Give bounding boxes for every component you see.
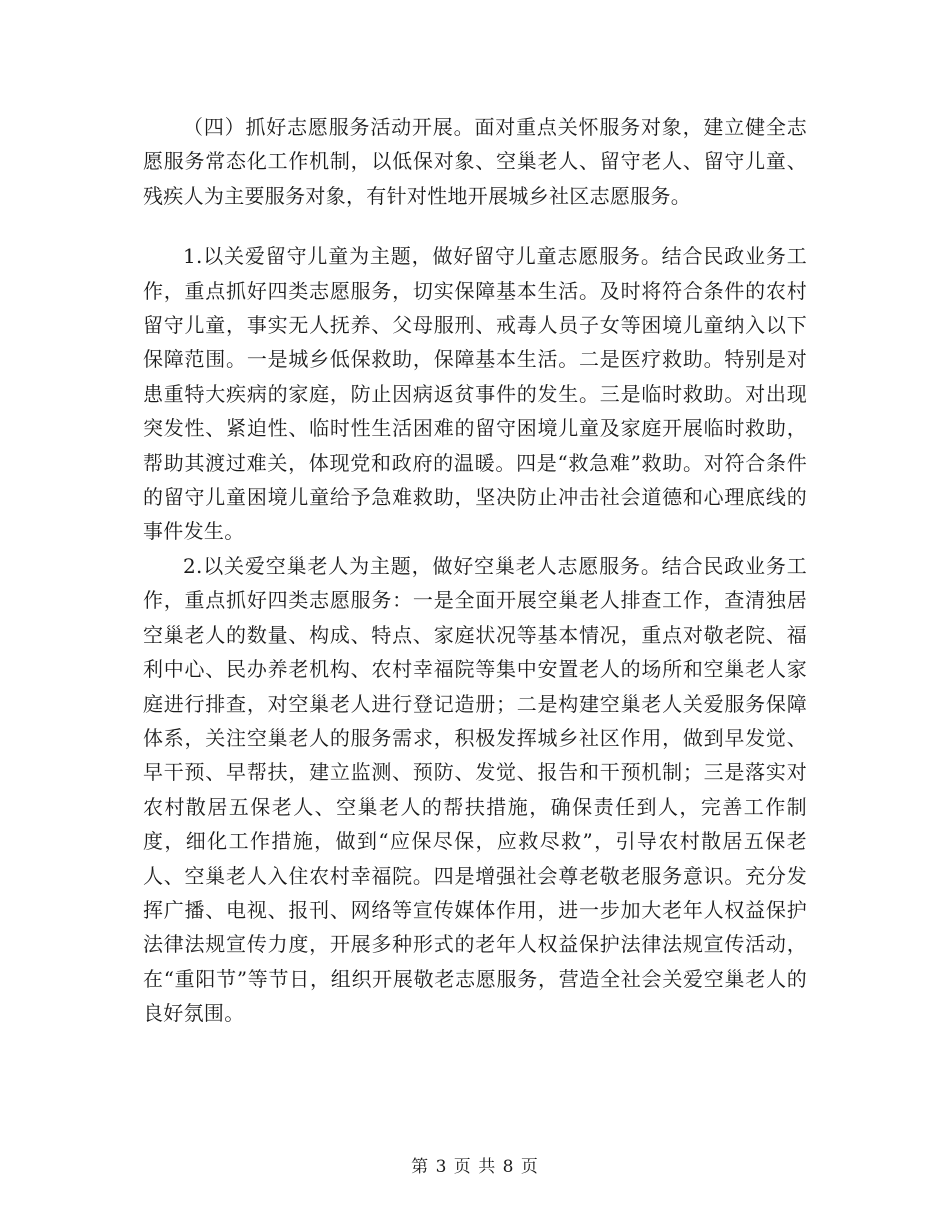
- paragraph-empty-nest-elderly: 2.以关爱空巢老人为主题，做好空巢老人志愿服务。结合民政业务工作，重点抓好四类志愿服务：一是全面开展空巢老人排查工作，查清独居空巢老人的数量、构成、特点、家庭状况等基本情况，重点对敬老院、福利中心、民办养老机构、农村幸福院等集中安置老人的场所和空巢老人家庭进行排查，对空巢老人进行登记造册；二是构建空巢老人关爱服务保障体系，关注空巢老人的服务需求，积极发挥城乡社区作用，做到早发觉、早干预、早帮扶，建立监测、预防、发觉、报告和干预机制；三是落实对农村散居五保老人、空巢老人的帮扶措施，确保责任到人，完善工作制度，细化工作措施，做到“应保尽保，应救尽救”，引导农村散居五保老人、空巢老人入住农村幸福院。四是增强社会尊老敬老服务意识。充分发挥广播、电视、报刊、网络等宣传媒体作用，进一步加大老年人权益保护法律法规宣传力度，开展多种形式的老年人权益保护法律法规宣传活动，在“重阳节”等节日，组织开展敬老志愿服务，营造全社会关爱空巢老人的良好氛围。: [143, 553, 807, 1026]
- paragraph-left-behind-children: 1.以关爱留守儿童为主题，做好留守儿童志愿服务。结合民政业务工作，重点抓好四类志愿服务，切实保障基本生活。及时将符合条件的农村留守儿童，事实无人抚养、父母服刑、戒毒人员子女等困境儿童纳入以下保障范围。一是城乡低保救助，保障基本生活。二是医疗救助。特别是对患重特大疾病的家庭，防止因病返贫事件的发生。三是临时救助。对出现突发性、紧迫性、临时性生活困难的留守困境儿童及家庭开展临时救助，帮助其渡过难关，体现党和政府的温暖。四是“救急难”救助。对符合条件的留守儿童困境儿童给予急难救助，坚决防止冲击社会道德和心理底线的事件发生。: [143, 244, 807, 544]
- document-body: [143, 110, 807, 1031]
- page-number-footer: 第 3 页 共 8 页: [411, 1157, 539, 1177]
- paragraph-volunteer-services: （四）抓好志愿服务活动开展。面对重点关怀服务对象，建立健全志愿服务常态化工作机制，以低保对象、空巢老人、留守老人、留守儿童、残疾人为主要服务对象，有针对性地开展城乡社区志愿服务。: [143, 115, 807, 208]
